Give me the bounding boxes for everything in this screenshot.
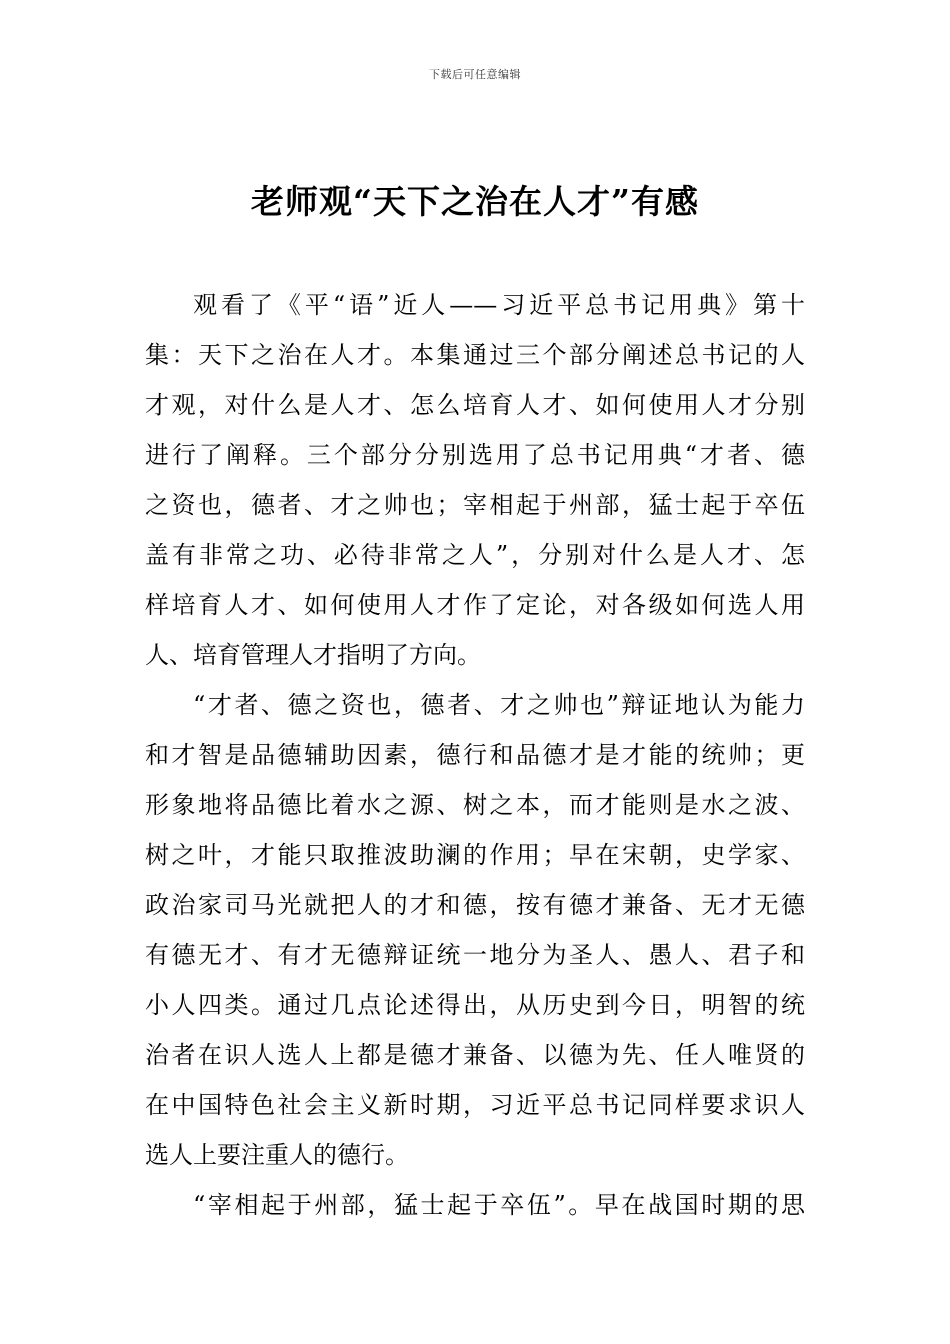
body-line: 集：天下之治在人才。本集通过三个部分阐述总书记的人 [145, 341, 805, 369]
body-line: 有德无才、有才无德辩证统一地分为圣人、愚人、君子和 [145, 941, 805, 969]
body-line: 人、培育管理人才指明了方向。 [145, 641, 481, 669]
body-line: 小人四类。通过几点论述得出，从历史到今日，明智的统 [145, 991, 805, 1019]
body-line: 治者在识人选人上都是德才兼备、以德为先、任人唯贤的 [145, 1041, 805, 1069]
body-line: 观看了《平“语”近人——习近平总书记用典》第十 [193, 291, 805, 319]
body-line: “宰相起于州部，猛士起于卒伍”。早在战国时期的思 [193, 1191, 805, 1219]
body-line: 在中国特色社会主义新时期，习近平总书记同样要求识人 [145, 1091, 805, 1119]
body-line: 树之叶，才能只取推波助澜的作用；早在宋朝，史学家、 [145, 841, 805, 869]
document-title: 老师观“天下之治在人才”有感 [251, 182, 699, 221]
body-line: 之资也，德者、才之帅也；宰相起于州部，猛士起于卒伍 [145, 491, 805, 519]
body-line: 样培育人才、如何使用人才作了定论，对各级如何选人用 [145, 591, 805, 619]
body-line: 形象地将品德比着水之源、树之本，而才能则是水之波、 [145, 791, 805, 819]
body-line: 和才智是品德辅助因素，德行和品德才是才能的统帅；更 [145, 741, 805, 769]
body-line: 盖有非常之功、必待非常之人”，分别对什么是人才、怎 [145, 541, 805, 569]
body-line: 才观，对什么是人才、怎么培育人才、如何使用人才分别 [145, 391, 805, 419]
body-line: 进行了阐释。三个部分分别选用了总书记用典“才者、德 [145, 441, 805, 469]
body-line: 选人上要注重人的德行。 [145, 1141, 409, 1169]
header-note: 下载后可任意编辑 [429, 68, 521, 81]
body-line: 政治家司马光就把人的才和德，按有德才兼备、无才无德 [145, 891, 805, 919]
body-line: “才者、德之资也，德者、才之帅也”辩证地认为能力 [193, 691, 805, 719]
